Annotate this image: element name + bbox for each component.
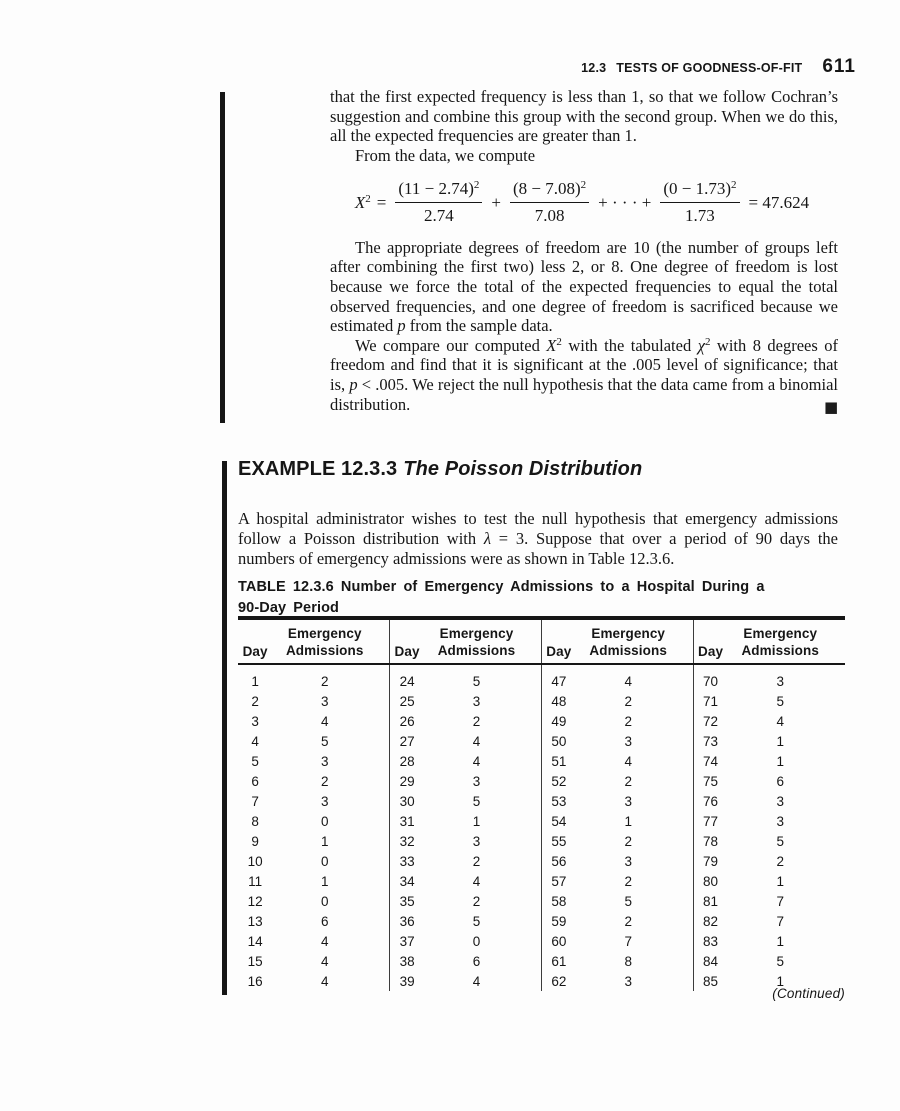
admissions-column-header: Emergency Admissions — [588, 618, 694, 664]
admissions-cell: 2 — [588, 911, 694, 931]
day-cell: 11 — [248, 873, 263, 889]
example-heading — [238, 458, 642, 481]
admissions-column-header: Emergency Admissions — [284, 618, 390, 664]
day-cell: 35 — [399, 893, 415, 909]
day-column-header: Day — [693, 618, 739, 664]
example-heading-label: EXAMPLE 12.3.3 — [238, 458, 398, 480]
admissions-cell: 2 — [776, 853, 784, 869]
admissions-cell: 3 — [436, 691, 542, 711]
admissions-cell: 3 — [588, 971, 694, 991]
day-cell: 16 — [247, 973, 263, 989]
admissions-cell: 5 — [588, 891, 694, 911]
admissions-cell: 0 — [284, 811, 390, 831]
day-cell: 82 — [703, 913, 719, 929]
admissions-cell: 5 — [776, 693, 784, 709]
table-row — [238, 751, 845, 771]
day-cell: 28 — [399, 753, 415, 769]
admissions-cell: 1 — [776, 873, 784, 889]
example-left-rule-bar — [220, 92, 225, 423]
admissions-cell: 0 — [436, 931, 542, 951]
admissions-cell: 2 — [588, 711, 694, 731]
admissions-cell: 1 — [776, 973, 784, 989]
day-cell: 83 — [703, 933, 719, 949]
admissions-cell: 4 — [436, 751, 542, 771]
day-cell: 62 — [551, 973, 567, 989]
day-cell: 70 — [703, 673, 719, 689]
formula-operator: + · · · + — [598, 192, 652, 212]
admissions-cell: 4 — [776, 713, 784, 729]
day-cell: 58 — [551, 893, 567, 909]
table-row — [238, 664, 845, 691]
day-cell: 74 — [703, 753, 719, 769]
day-cell: 2 — [251, 693, 259, 709]
day-cell: 14 — [247, 933, 263, 949]
admissions-cell: 2 — [588, 831, 694, 851]
day-cell: 12 — [247, 893, 263, 909]
admissions-cell: 1 — [776, 753, 784, 769]
admissions-cell: 2 — [588, 771, 694, 791]
day-cell: 49 — [551, 713, 567, 729]
admissions-cell: 2 — [284, 664, 390, 691]
day-cell: 6 — [251, 773, 259, 789]
fraction-term: $\frac{(0 - 1.73)^2}{1.73}$ — [660, 178, 739, 226]
day-cell: 85 — [703, 973, 719, 989]
admissions-cell: 7 — [588, 931, 694, 951]
day-cell: 39 — [399, 973, 415, 989]
day-column-header: Day — [541, 618, 587, 664]
day-cell: 53 — [551, 793, 567, 809]
admissions-cell: 8 — [588, 951, 694, 971]
admissions-cell: 4 — [588, 751, 694, 771]
admissions-cell: 4 — [588, 664, 694, 691]
day-cell: 7 — [251, 793, 259, 809]
day-column-header: Day — [390, 618, 436, 664]
day-column-header: Day — [238, 618, 284, 664]
admissions-cell: 3 — [776, 673, 784, 689]
admissions-cell: 3 — [436, 831, 542, 851]
table-row — [238, 891, 845, 911]
day-cell: 78 — [703, 833, 719, 849]
admissions-cell: 5 — [284, 731, 390, 751]
day-cell: 8 — [251, 813, 259, 829]
table-row — [238, 931, 845, 951]
day-cell: 60 — [551, 933, 567, 949]
day-cell: 25 — [399, 693, 415, 709]
continued-example-text — [330, 87, 839, 417]
admissions-cell: 4 — [284, 971, 390, 991]
day-cell: 13 — [247, 913, 263, 929]
example-left-rule-bar — [222, 461, 227, 995]
paragraph: The appropriate degrees of freedom are 10 (the number of groups left after combining the first two) less 2, or 8. One degree of freedom is lost because we force the total of the expected frequencies to equal the total observed frequencies, and one degree of freedom is sacrificed because we estimated p from the sample data. — [330, 237, 838, 336]
continued-note: (Continued) — [772, 986, 845, 1001]
day-cell: 38 — [399, 953, 415, 969]
table-row — [238, 951, 845, 971]
day-cell: 31 — [399, 813, 415, 829]
day-cell: 3 — [251, 713, 259, 729]
formula-operator: = 47.624 — [748, 192, 810, 212]
day-cell: 24 — [399, 673, 415, 689]
day-cell: 51 — [551, 753, 567, 769]
fraction-term: $\frac{(8 - 7.08)^2}{7.08}$ — [510, 178, 589, 226]
day-cell: 4 — [251, 733, 259, 749]
admissions-cell: 4 — [436, 971, 542, 991]
admissions-cell: 5 — [776, 833, 784, 849]
admissions-cell: 0 — [284, 851, 390, 871]
day-cell: 33 — [399, 853, 415, 869]
admissions-cell: 4 — [284, 711, 390, 731]
day-cell: 54 — [551, 813, 567, 829]
day-cell: 56 — [551, 853, 567, 869]
admissions-cell: 5 — [436, 911, 542, 931]
day-cell: 55 — [551, 833, 567, 849]
admissions-cell: 3 — [284, 751, 390, 771]
day-cell: 9 — [251, 833, 259, 849]
admissions-cell: 1 — [284, 831, 390, 851]
admissions-cell: 2 — [436, 891, 542, 911]
admissions-cell: 3 — [776, 793, 784, 809]
admissions-cell: 5 — [436, 791, 542, 811]
day-cell: 5 — [251, 753, 259, 769]
admissions-column-header: Emergency Admissions — [436, 618, 542, 664]
admissions-cell: 2 — [588, 871, 694, 891]
section-title: TESTS OF GOODNESS-OF-FIT — [616, 61, 803, 75]
day-cell: 80 — [703, 873, 719, 889]
admissions-cell: 2 — [436, 711, 542, 731]
formula-operator: + — [491, 192, 501, 212]
day-cell: 32 — [399, 833, 415, 849]
admissions-cell: 4 — [436, 871, 542, 891]
example-heading-title: The Poisson Distribution — [403, 458, 643, 480]
table-row — [238, 851, 845, 871]
day-cell: 57 — [551, 873, 567, 889]
admissions-cell: 3 — [588, 851, 694, 871]
day-cell: 84 — [703, 953, 719, 969]
day-cell: 1 — [251, 673, 259, 689]
admissions-cell: 1 — [776, 933, 784, 949]
admissions-table — [238, 616, 845, 991]
table-row — [238, 911, 845, 931]
paragraph: We compare our computed $X^2$ with the tabulated $\chi^2$ with 8 degrees of freedom and find that it is significant at the .005 level of significance; that is, p < .005. We reject the null hypothesis that the data came from a binomial distribution. — [330, 335, 839, 414]
day-cell: 48 — [551, 693, 567, 709]
admissions-cell: 3 — [776, 813, 784, 829]
admissions-cell: 1 — [284, 871, 390, 891]
table-row — [238, 731, 845, 751]
day-cell: 73 — [703, 733, 719, 749]
page-number: 611 — [822, 56, 856, 77]
admissions-cell: 1 — [436, 811, 542, 831]
formula-lhs: $X^2$ — [354, 192, 371, 212]
table-row — [238, 691, 845, 711]
admissions-cell: 2 — [436, 851, 542, 871]
admissions-cell: 3 — [588, 791, 694, 811]
day-cell: 76 — [703, 793, 719, 809]
example-intro-paragraph: A hospital administrator wishes to test the null hypothesis that emergency admissions follow a Poisson distribution with λ = 3. Suppose that over a period of 90 days the numbers of emergency admissions were as shown in Table 12.3.6. — [238, 508, 838, 568]
admissions-cell: 4 — [284, 951, 390, 971]
fraction-term: $\frac{(11 - 2.74)^2}{2.74}$ — [395, 178, 482, 226]
admissions-cell: 6 — [284, 911, 390, 931]
table-row — [238, 971, 845, 991]
day-cell: 26 — [399, 713, 415, 729]
day-cell: 81 — [703, 893, 719, 909]
admissions-cell: 3 — [436, 771, 542, 791]
admissions-cell: 5 — [776, 953, 784, 969]
admissions-cell: 3 — [588, 731, 694, 751]
paragraph: that the first expected frequency is less than 1, so that we follow Cochran’s suggestion and combine this group with the second group. When we do this, all the expected frequencies are greater than 1. — [330, 87, 838, 146]
day-cell: 15 — [247, 953, 263, 969]
table-row — [238, 771, 845, 791]
day-cell: 37 — [399, 933, 415, 949]
day-cell: 71 — [703, 693, 719, 709]
day-cell: 29 — [399, 773, 415, 789]
admissions-cell: 3 — [284, 791, 390, 811]
day-cell: 36 — [399, 913, 415, 929]
day-cell: 72 — [703, 713, 719, 729]
table-caption-line2: 90-Day Period — [238, 599, 340, 616]
admissions-cell: 6 — [436, 951, 542, 971]
admissions-cell: 4 — [436, 731, 542, 751]
admissions-cell: 2 — [284, 771, 390, 791]
day-cell: 10 — [247, 853, 263, 869]
day-cell: 75 — [703, 773, 719, 789]
admissions-cell: 1 — [776, 733, 784, 749]
section-number: 12.3 — [581, 61, 607, 75]
admissions-cell: 0 — [284, 891, 390, 911]
admissions-cell: 6 — [776, 773, 784, 789]
day-cell: 30 — [399, 793, 415, 809]
chi-square-formula: $X^2$ = $\frac{(11 - 2.74)^2}{2.74}$ + $\frac{(8 - 7.08)^2}{7.08}$ + · · · + $\frac{(0 - 1.73)^2}{1.73}$ = 47.624 — [354, 179, 810, 225]
day-cell: 52 — [551, 773, 567, 789]
day-cell: 47 — [551, 673, 567, 689]
day-cell: 61 — [551, 953, 567, 969]
admissions-cell: 7 — [776, 893, 784, 909]
day-cell: 50 — [551, 733, 567, 749]
admissions-cell: 4 — [284, 931, 390, 951]
day-cell: 27 — [399, 733, 415, 749]
admissions-cell: 1 — [588, 811, 694, 831]
table-row — [238, 871, 845, 891]
table-caption — [238, 577, 845, 618]
table-row — [238, 711, 845, 731]
admissions-column-header: Emergency Admissions — [739, 618, 845, 664]
table-caption-line1: TABLE 12.3.6 Number of Emergency Admissions to a Hospital During a — [238, 579, 765, 595]
day-cell: 34 — [399, 873, 415, 889]
day-cell: 77 — [703, 813, 719, 829]
day-cell: 79 — [703, 853, 719, 869]
admissions-cell: 3 — [284, 691, 390, 711]
table-row — [238, 811, 845, 831]
end-of-example-marker: ■ — [824, 398, 839, 417]
table-wrap — [238, 616, 845, 991]
table-row — [238, 791, 845, 811]
running-head — [581, 56, 856, 78]
admissions-cell: 7 — [776, 913, 784, 929]
paragraph: From the data, we compute — [355, 145, 536, 165]
day-cell: 59 — [551, 913, 567, 929]
admissions-cell: 2 — [588, 691, 694, 711]
admissions-cell: 5 — [436, 664, 542, 691]
table-row — [238, 831, 845, 851]
